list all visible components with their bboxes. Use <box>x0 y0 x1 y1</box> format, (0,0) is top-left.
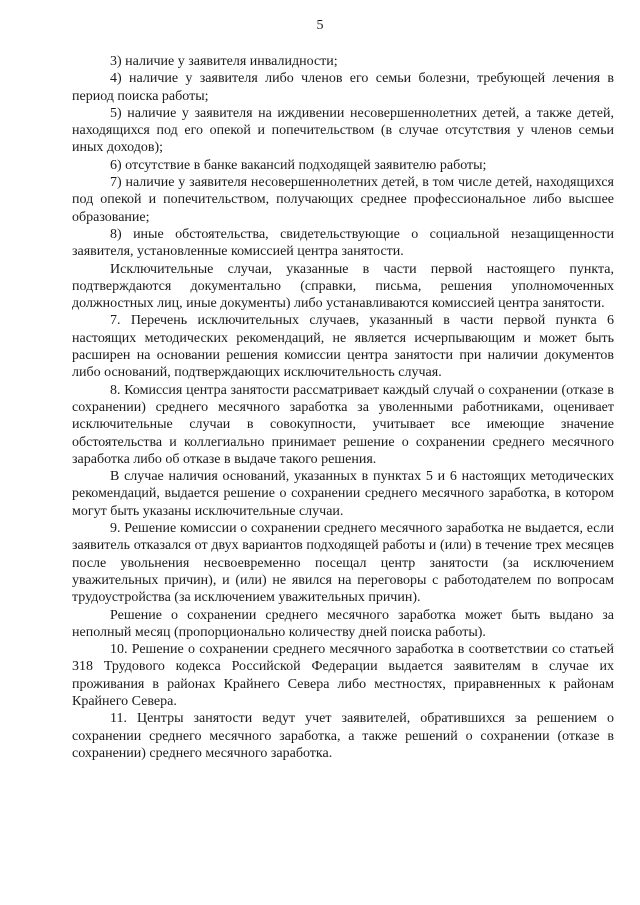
document-body <box>72 53 614 762</box>
paragraph-point-8-continued: В случае наличия оснований, указанных в пунктах 5 и 6 настоящих методических рекомендаций, выдается решение о сохранении среднего месячного заработка, в котором могут быть указаны исключительные случаи. <box>72 469 614 519</box>
paragraph-point-7: 7. Перечень исключительных случаев, указанный в части первой пункта 6 настоящих методических рекомендаций, не является исчерпывающим и может быть расширен на основании решения комиссии центра занятости при наличии документов либо оснований, подтверждающих исключительность случая. <box>72 313 614 381</box>
paragraph-item-7: 7) наличие у заявителя несовершеннолетних детей, в том числе детей, находящихся под опекой и попечительством, получающих среднее профессиональное либо высшее образование; <box>72 175 614 225</box>
paragraph-point-10: 10. Решение о сохранении среднего месячного заработка в соответствии со статьей 318 Трудового кодекса Российской Федерации выдается заявителям в случае их проживания в районах Крайнего Севера либо местностях, приравненных к районам Крайнего Севера. <box>72 642 614 709</box>
paragraph-exceptional-cases: Исключительные случаи, указанные в части первой настоящего пункта, подтверждаются документально (справки, письма, решения уполномоченных должностных лиц, иные документы) либо устанавливаются комиссией центра занятости. <box>72 261 614 312</box>
page-number: 5 <box>316 18 324 33</box>
paragraph-item-3: 3) наличие у заявителя инвалидности; <box>110 54 338 69</box>
paragraph-item-6: 6) отсутствие в банке вакансий подходящей заявителю работы; <box>110 157 487 173</box>
paragraph-point-9-continued: Решение о сохранении среднего месячного заработка может быть выдано за неполный месяц (пропорционально количеству дней поиска работы). <box>72 607 614 640</box>
paragraph-item-4: 4) наличие у заявителя либо членов его семьи болезни, требующей лечения в период поиска работы; <box>72 71 614 104</box>
paragraph-point-9: 9. Решение комиссии о сохранении среднего месячного заработка не выдается, если заявитель отказался от двух вариантов подходящей работы и (или) в течение трех месяцев после увольнения несвоевременно посещал центр занятости (за исключением уважительных причин), и (или) не явился на переговоры с работодателем по вопросам трудоустройства (за исключением уважительных причин). <box>72 521 614 606</box>
paragraph-item-5: 5) наличие у заявителя на иждивении несовершеннолетних детей, а также детей, находящихся под его опекой и попечительством (в случае отсутствия у членов семьи иных доходов); <box>72 105 614 156</box>
paragraph-point-8: 8. Комиссия центра занятости рассматривает каждый случай о сохранении (отказе в сохранении) среднего месячного заработка за уволенными работниками, оценивает исключительные случаи в совокупности, учитывает все имеющие значение обстоятельства и коллегиально принимает решение о сохранении среднего месячного заработка либо об отказе в выдаче такого решения. <box>72 382 614 467</box>
paragraph-point-11: 11. Центры занятости ведут учет заявителей, обратившихся за решением о сохранении среднего месячного заработка, а также решений о сохранении (отказе в сохранении) среднего месячного заработка. <box>72 711 614 761</box>
paragraph-item-8: 8) иные обстоятельства, свидетельствующие о социальной незащищенности заявителя, установленные комиссией центра занятости. <box>72 226 614 260</box>
